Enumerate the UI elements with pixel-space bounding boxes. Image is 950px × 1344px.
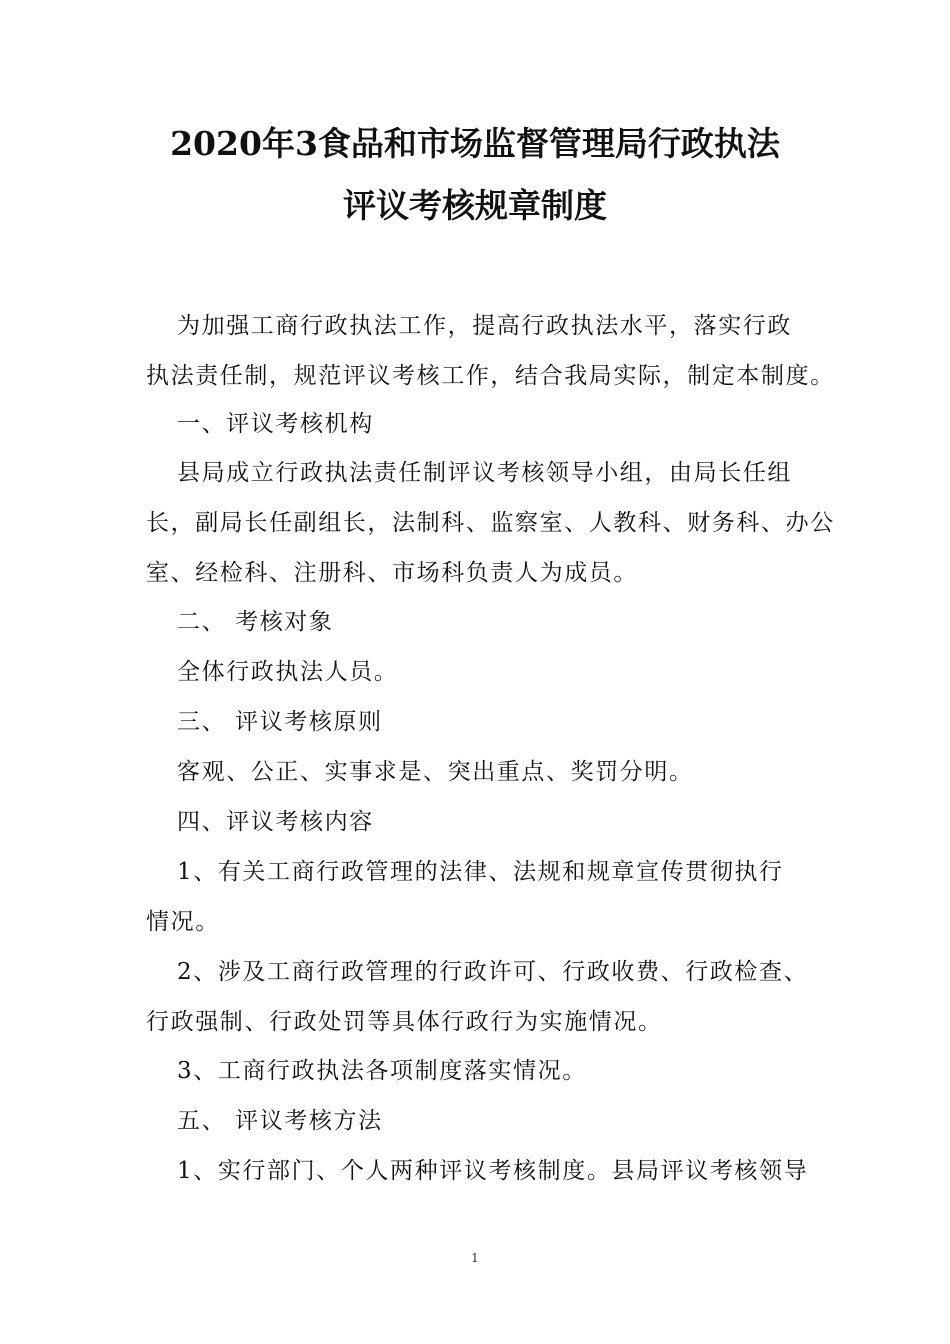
- paragraph-line: 情况。: [146, 909, 220, 935]
- document-title-line-1: 2020年3食品和市场监督管理局行政执法: [170, 124, 780, 163]
- section-heading: 二、 考核对象: [177, 609, 334, 635]
- paragraph-line: 长，副局长任副组长，法制科、监察室、人教科、财务科、办公: [146, 510, 835, 536]
- paragraph-line: 室、经检科、注册科、市场科负责人为成员。: [146, 560, 638, 586]
- paragraph-line: 全体行政执法人员。: [177, 659, 399, 685]
- page-number: 1: [471, 1251, 479, 1265]
- paragraph-line: 1、实行部门、个人两种评议考核制度。县局评议考核领导: [177, 1158, 809, 1184]
- section-heading: 一、评议考核机构: [177, 411, 374, 437]
- document-title-line-2: 评议考核规章制度: [343, 186, 607, 225]
- paragraph-line: 执法责任制，规范评议考核工作，结合我局实际，制定本制度。: [146, 363, 835, 389]
- paragraph-line: 县局成立行政执法责任制评议考核领导小组，由局长任组: [177, 460, 792, 486]
- paragraph-line: 为加强工商行政执法工作，提高行政执法水平，落实行政: [177, 313, 792, 339]
- paragraph-line: 行政强制、行政处罚等具体行政行为实施情况。: [146, 1009, 663, 1035]
- paragraph-line: 1、有关工商行政管理的法律、法规和规章宣传贯彻执行: [177, 859, 784, 885]
- paragraph-line: 客观、公正、实事求是、突出重点、奖罚分明。: [177, 759, 694, 785]
- paragraph-line: 2、涉及工商行政管理的行政许可、行政收费、行政检查、: [177, 959, 809, 985]
- section-heading: 三、 评议考核原则: [177, 709, 383, 735]
- section-heading: 五、 评议考核方法: [177, 1108, 383, 1134]
- section-heading: 四、评议考核内容: [177, 809, 374, 835]
- paragraph-line: 3、工商行政执法各项制度落实情况。: [177, 1058, 587, 1084]
